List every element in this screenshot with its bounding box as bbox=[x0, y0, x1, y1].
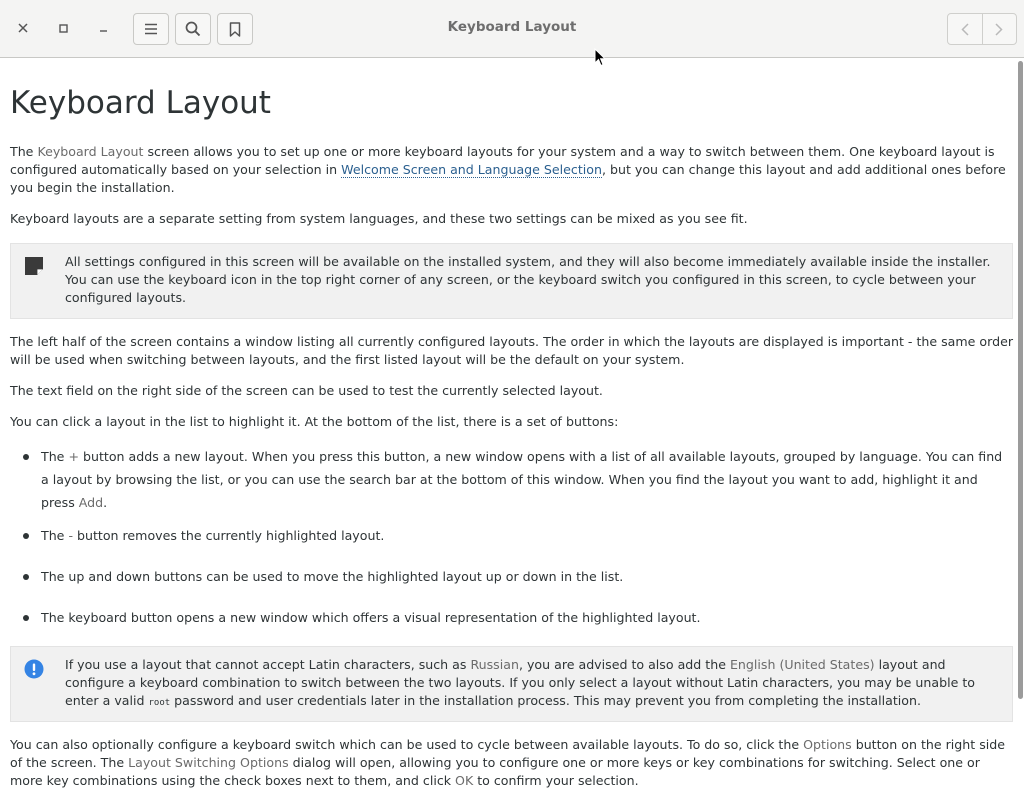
vertical-scrollbar[interactable] bbox=[1015, 59, 1024, 768]
header-bar bbox=[0, 0, 1024, 58]
paragraph: You can click a layout in the list to highlight it. At the bottom of the list, there is a set of buttons: bbox=[10, 414, 619, 429]
button-list bbox=[10, 445, 1013, 627]
note-icon bbox=[24, 256, 44, 276]
note-text: All settings configured in this screen will be available on the installed system, and they will also become immediately available inside the installer. You can use the keyboard icon in the top right corner of any screen, or the keyboard switch you configured in this screen, to cycle between your configured layouts. bbox=[65, 254, 991, 305]
bullet-icon bbox=[23, 574, 29, 580]
welcome-screen-link[interactable]: Welcome Screen and Language Selection bbox=[341, 162, 602, 177]
forward-button[interactable] bbox=[982, 14, 1017, 44]
help-page-content bbox=[10, 59, 1013, 803]
list-item: The + button adds a new layout. When you press this button, a new window opens with a list of all available layouts, grouped by language. You can find a layout by browsing the list, or you can use the search bar at the bottom of this window. When you find the layout you want to add, highlight it and press Add. bbox=[10, 445, 1013, 514]
list-item: The up and down buttons can be used to move the highlighted layout up or down in the list. bbox=[10, 568, 1013, 586]
back-button[interactable] bbox=[948, 14, 982, 44]
bullet-icon bbox=[23, 454, 29, 460]
scrollbar-thumb[interactable] bbox=[1018, 61, 1023, 699]
info-icon bbox=[24, 659, 44, 679]
paragraph: The text field on the right side of the screen can be used to test the currently selected layout. bbox=[10, 383, 603, 398]
list-item: The - button removes the currently highlighted layout. bbox=[10, 527, 1013, 545]
paragraph: You can also optionally configure a keyboard switch which can be used to cycle between available layouts. To do so, click the Options button on the right side of the screen. The Layout Switching Options dialog will open, allowing you to configure one or more keys or key combinations for switching. Select one or more key combinations using the check boxes next to them, and click OK to confirm your selection. bbox=[10, 737, 1006, 788]
code-literal: root bbox=[148, 698, 171, 708]
intro-paragraph: The Keyboard Layout screen allows you to set up one or more keyboard layouts for your system and a way to switch between them. One keyboard layout is configured automatically based on your selection in Welcome Screen and Language Selection, but you can change this layout and add additional ones before you begin the installation. bbox=[10, 144, 1006, 195]
bullet-icon bbox=[23, 533, 29, 539]
note-box bbox=[10, 243, 1013, 319]
page-title: Keyboard Layout bbox=[10, 85, 271, 121]
paragraph: Keyboard layouts are a separate setting from system languages, and these two settings can be mixed as you see fit. bbox=[10, 211, 748, 226]
important-box: If you use a layout that cannot accept Latin characters, such as Russian, you are advised to also add the English (United States) layout and configure a keyboard combination to switch between the two layouts. If you only select a layout without Latin characters, you may be unable to enter a valid root password and user credentials later in the installation process. This may prevent you from completing the installation. bbox=[10, 646, 1013, 722]
history-navigation bbox=[947, 13, 1017, 45]
list-item: The keyboard button opens a new window which offers a visual representation of the highlighted layout. bbox=[10, 609, 1013, 627]
gui-term: Keyboard Layout bbox=[37, 144, 144, 159]
chevron-right-icon bbox=[995, 23, 1003, 36]
chevron-left-icon bbox=[961, 23, 969, 36]
bullet-icon bbox=[23, 615, 29, 621]
window-title: Keyboard Layout bbox=[447, 19, 577, 35]
paragraph: The left half of the screen contains a window listing all currently configured layouts. The order in which the layouts are displayed is important - the same order will be used when switching between layouts, and the first listed layout will be the default on your system. bbox=[10, 334, 1013, 367]
